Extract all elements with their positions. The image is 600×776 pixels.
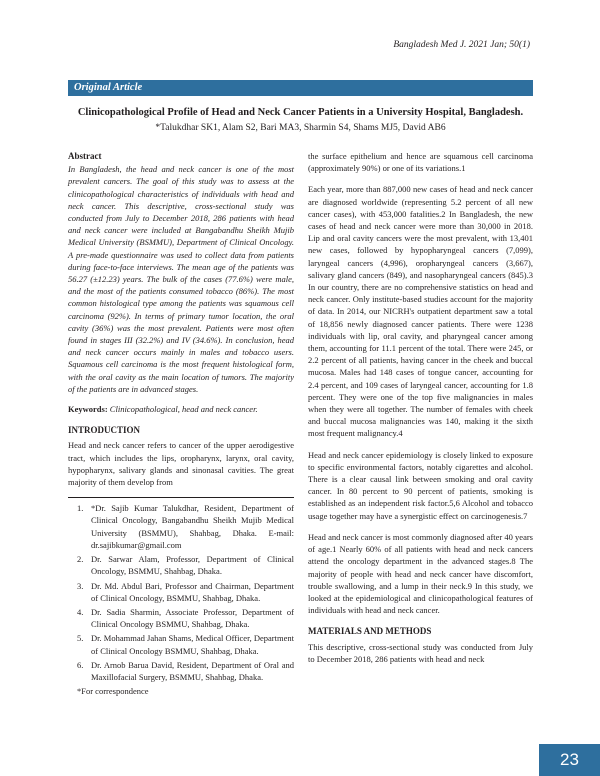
correspondence-item: 3. Dr. Md. Abdul Bari, Professor and Chairman, Department of Clinical Oncology, BSMMU, Shahbag, Dhaka.	[77, 580, 294, 603]
methods-heading: MATERIALS AND METHODS	[308, 626, 432, 637]
paragraph-epidemiology: Head and neck cancer epidemiology is closely linked to exposure to specific environmental factors, notably cigarettes and alcohol. There is a clear causal link between smoking and oral cavity cancer. In 80 percent to 90 percent of patients, smoking is established as an independent risk factor.5,6 Alcohol and tobacco usage together may have a synergistic effect on carcinogenesis.7	[308, 449, 533, 521]
left-column	[68, 150, 294, 697]
introduction-heading: INTRODUCTION	[68, 425, 141, 436]
abstract-heading: Abstract	[68, 151, 102, 161]
keywords	[68, 403, 294, 415]
footnote-divider	[68, 497, 294, 498]
page-number: 23	[539, 744, 600, 776]
section-banner: Original Article	[68, 80, 533, 96]
paragraph-incidence: Each year, more than 887,000 new cases of head and neck cancer are diagnosed worldwide (representing 5.2 percent of all new cancer cases), with 453,000 fatalities.2 In Bangladesh, the new cases of head and neck cancer were more than 30,000 in 2018. Lip and oral cavity cancers were the most prevalent, with 13,401 new cases, followed by hypopharyngeal cancers (7,099), laryngeal cancers (4,996), oropharyngeal cancers (3,667), salivary gland cancers (849), and nasopharyngeal cancers (845).3 In our country, there are no comprehensive statistics on head and neck cancer. Only institute-based studies account for the majority of data. In 2014, our NICRH's outpatient department saw a total of 18,856 newly diagnosed cancer patients. There were 1238 individuals with lip, oral cavity, and pharyngeal cancer among them, accounting for 11.1 percent of the total. There were 245, or 2.2 percent of all patients, having cancer in the cheek and buccal mucosa. Males had 148 cases of tongue cancer, accounting for 2.4 percent, and 109 cases of laryngeal cancer, accounting for 1.8 percent. They were one of the top five malignancies in males when they were all together. The number of females with cheek and buccal mucosa malignancies was 140, making it the sixth most frequent malignancy.4	[308, 184, 533, 439]
paragraph-epithelium: the surface epithelium and hence are squamous cell carcinoma (approximately 90%) or one of its variations.1	[308, 151, 533, 174]
correspondence-note: *For correspondence	[77, 686, 149, 697]
correspondence-list	[68, 502, 294, 683]
correspondence-item: 6. Dr. Arnob Barua David, Resident, Department of Oral and Maxillofacial Surgery, BSMMU, Shahbag, Dhaka.	[77, 659, 294, 682]
author-list: *Talukdhar SK1, Alam S2, Bari MA3, Sharmin S4, Shams MJ5, David AB6	[155, 123, 446, 133]
correspondence-item: 4. Dr. Sadia Sharmin, Associate Professor, Department of Clinical Oncology BSMMU, Shahbag, Dhaka.	[77, 606, 294, 630]
correspondence-item: 1. *Dr. Sajib Kumar Talukdhar, Resident, Department of Clinical Oncology, Bangabandhu Sheikh Mujib Medical University (BSMMU), Shahbag, Dhaka. E-mail: dr.sajibkumar@gmail.com	[77, 503, 294, 550]
intro-paragraph: Head and neck cancer refers to cancer of the upper aerodigestive tract, which includes the lips, oropharynx, larynx, oral cavity, hypopharynx, salivary glands and sinonasal cavities. The great majority of them develop from	[68, 440, 294, 488]
right-column	[308, 150, 533, 674]
correspondence-item: 2. Dr. Sarwar Alam, Professor, Department of Clinical Oncology, BSMMU, Shahbag, Dhaka.	[77, 554, 294, 577]
journal-citation: Bangladesh Med J. 2021 Jan; 50(1)	[393, 40, 530, 50]
paragraph-diagnosis: Head and neck cancer is most commonly diagnosed after 40 years of age.1 Nearly 60% of all patients with head and neck cancers attend the oncology department in the advanced stages.8 The majority of people with head and neck cancer have discomfort, trouble swallowing, and a lump in their neck.9 In this study, we looked at the epidemiological and clinicopathological features of individuals with head and neck cancer.	[308, 531, 533, 616]
abstract-body: In Bangladesh, the head and neck cancer is one of the most prevalent cancers. The goal of this study was to assess at the clinicopathological characteristics of individuals with head and neck cancer. This descriptive, cross-sectional study was conducted from July to December 2018, 286 patients with head and neck cancer were included at Bangabandhu Sheikh Mujib Medical University (BSMMU), Department of Clinical Oncology. A pre-made questionnaire was used to collect data from patients during face-to-face interviews. The mean age of the patients was 56.27 (±12.23) years. The bulk of the cases (77.6%) were male, and the most of the patients consumed tobacco (86%). The most common histological type among the patients was squamous cell carcinoma (92%). In terms of primary tumor location, the oral cavity (36%) was the most prevalent. Patients were most often found in stages III (32.2%) and IV (34.6%). In conclusion, head and neck cancer occurs mainly in males and tobacco users. Squamous cell carcinoma is the most frequent histological form, with the oral cavity as the main location of tumors. The majority of the patients are in advanced stages.	[68, 164, 294, 394]
keywords-label: Keywords:	[68, 404, 108, 415]
paragraph-methods: This descriptive, cross-sectional study was conducted from July to December 2018, 286 patients with head and neck	[308, 641, 533, 664]
article-title: Clinicopathological Profile of Head and Neck Cancer Patients in a University Hospital, Bangladesh.	[77, 107, 524, 118]
correspondence-item: 5. Dr. Mohammad Jahan Shams, Medical Officer, Department of Clinical Oncology BSMMU, Shahbag, Dhaka.	[77, 633, 294, 656]
keywords-text: Clinicopathological, head and neck cancer.	[109, 404, 258, 415]
